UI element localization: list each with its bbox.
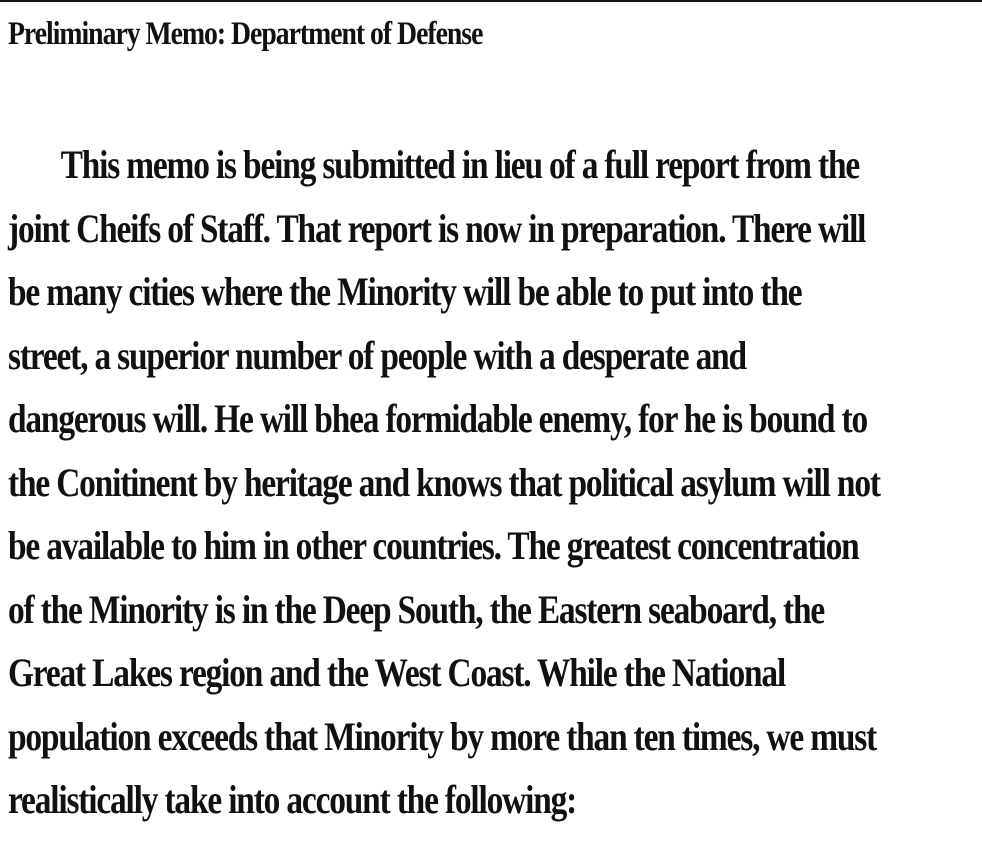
- memo-body: [8, 133, 977, 832]
- memo-line-4: street, a superior number of people with a desperate and: [8, 332, 746, 378]
- memo-line-9: Great Lakes region and the West Coast. While the National: [8, 650, 786, 695]
- memo-line-3: be many cities where the Minority will be able to put into the: [8, 269, 802, 314]
- memo-line-6: the Conitinent by heritage and knows that political asylum will not: [8, 459, 880, 505]
- memo-line-2: joint Cheifs of Staff. That report is now in preparation. There will: [8, 205, 866, 251]
- memo-line-11: realistically take into account the following:: [8, 777, 577, 822]
- memo-line-5: dangerous will. He will bhea formidable enemy, for he is bound to: [8, 396, 867, 441]
- memo-line-8: of the Minority is in the Deep South, the Eastern seaboard, the: [8, 586, 825, 632]
- memo-title: Preliminary Memo: Department of Defense: [8, 16, 483, 52]
- memo-line-10: population exceeds that Minority by more than ten times, we must: [8, 713, 877, 759]
- memo-line-7: be available to him in other countries. The greatest concentration: [8, 523, 859, 568]
- memo-line-1: This memo is being submitted in lieu of a full report from the: [60, 142, 860, 187]
